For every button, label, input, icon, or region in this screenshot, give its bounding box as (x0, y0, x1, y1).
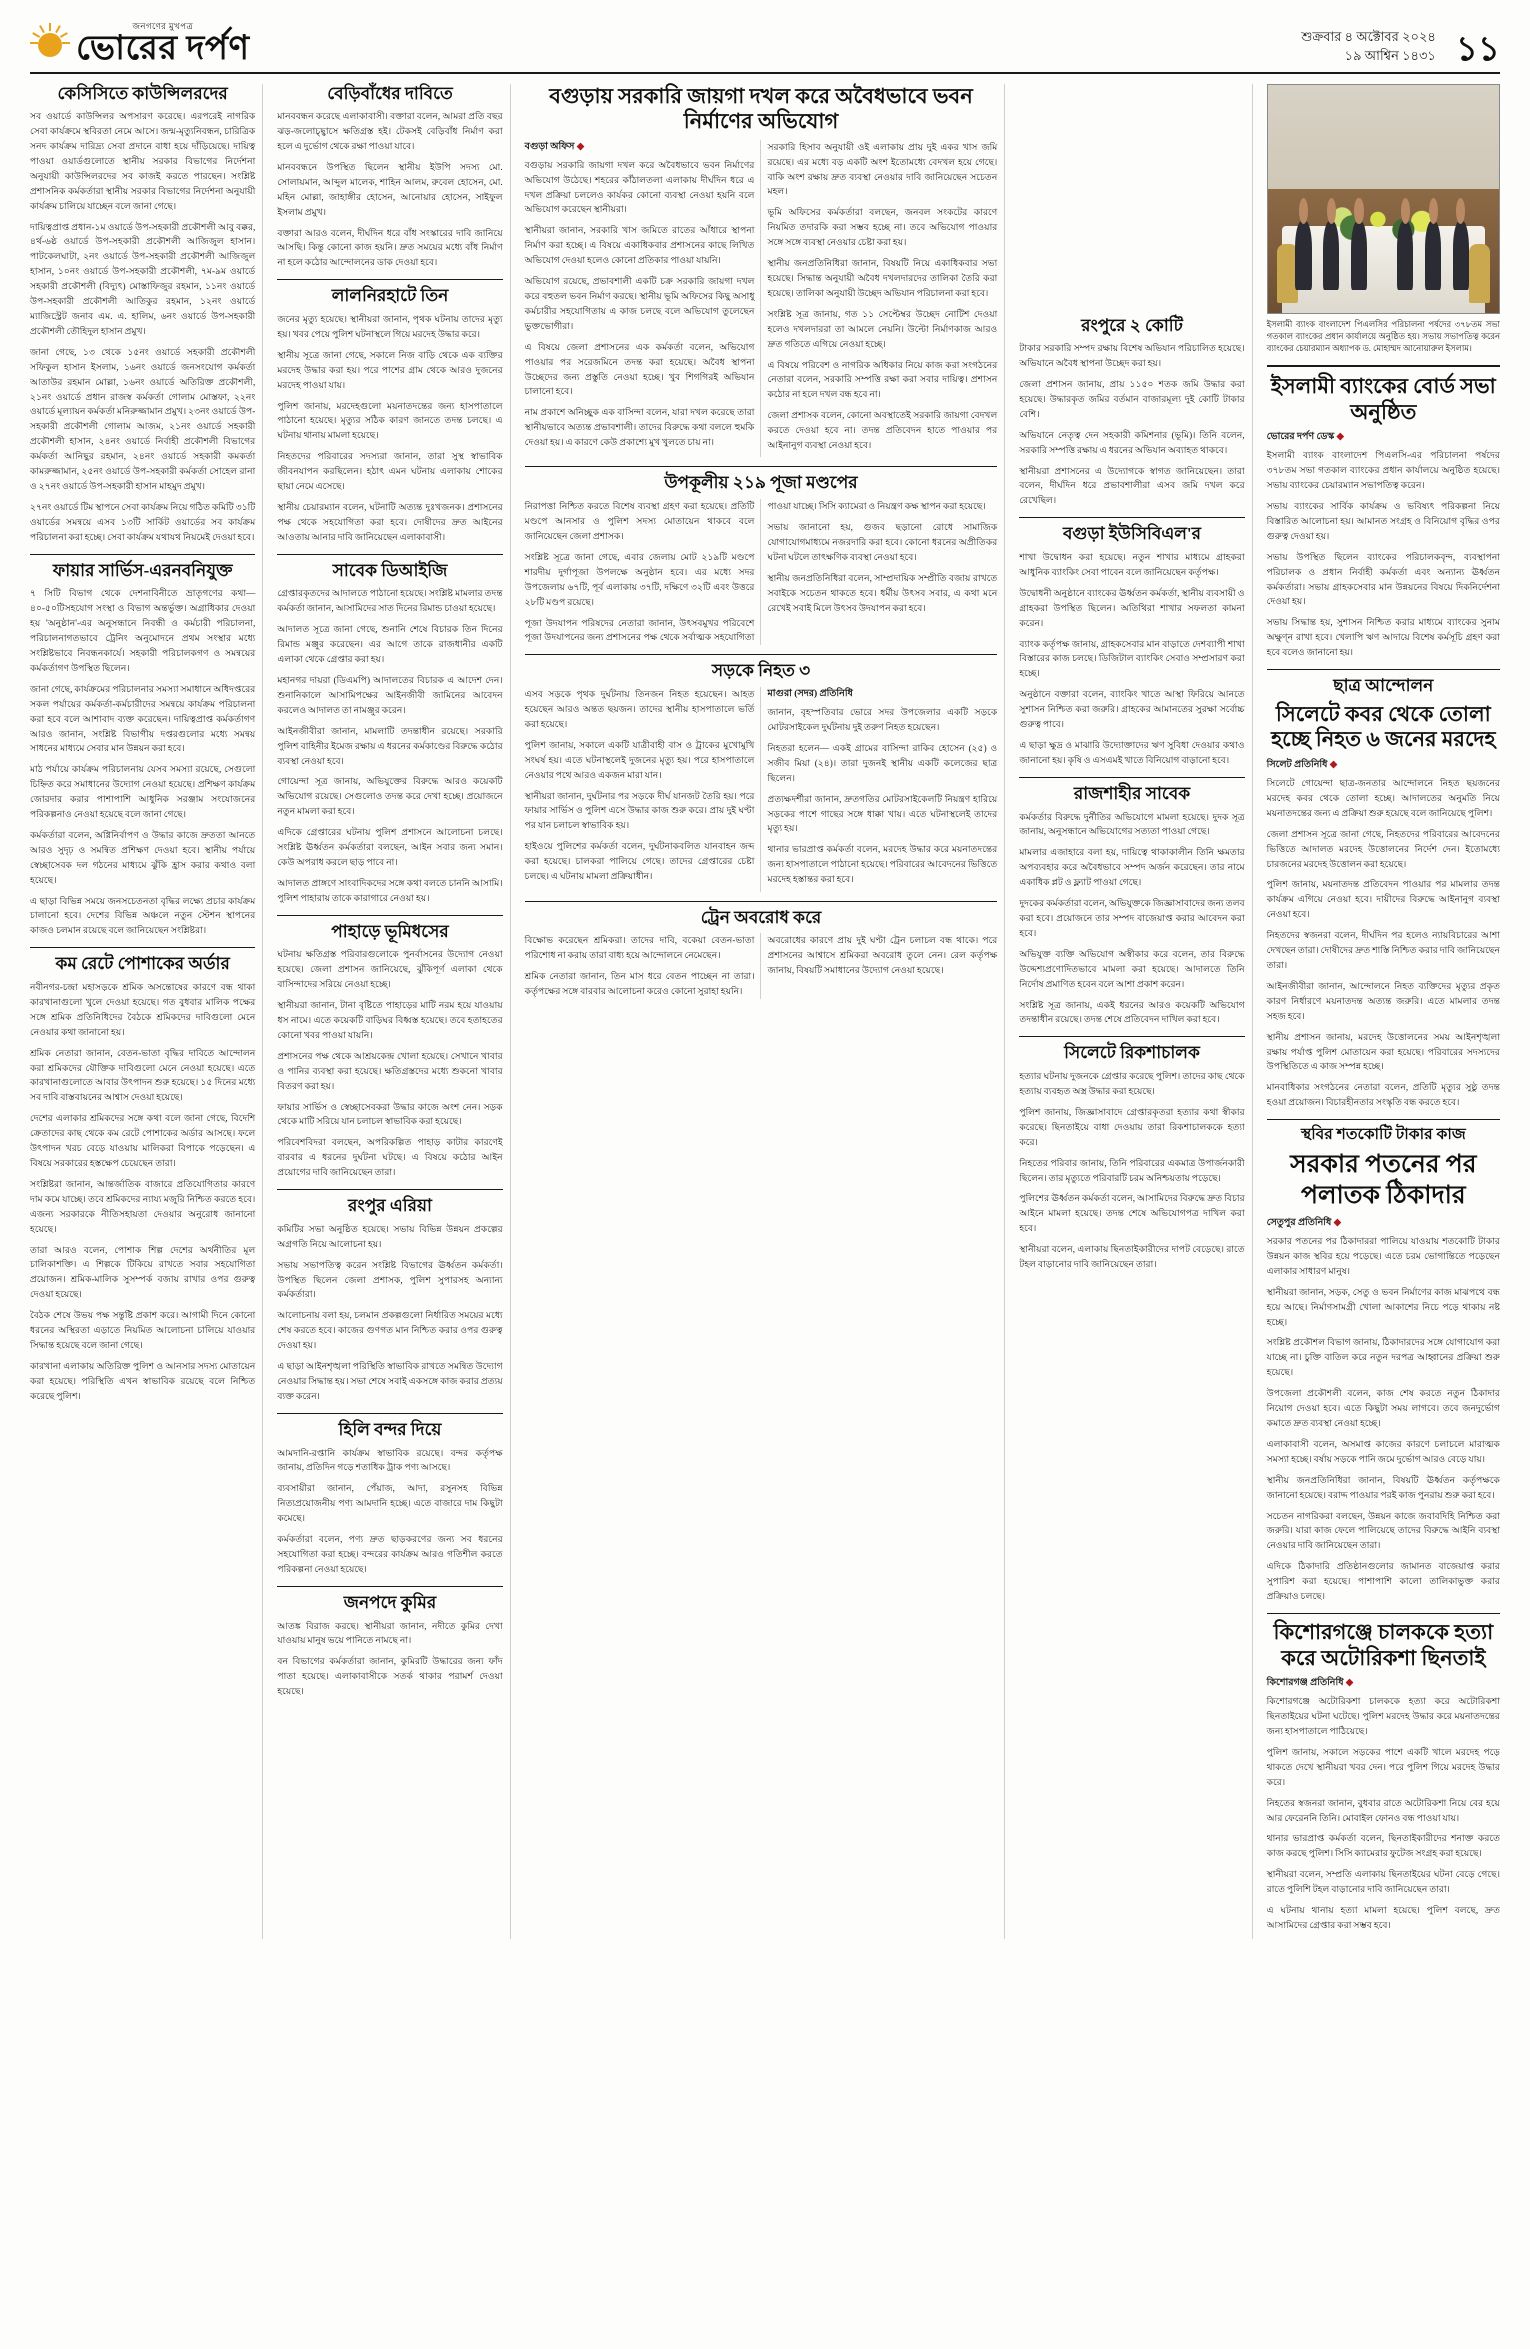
column-grid (30, 84, 1500, 1939)
body-paragraph: দুদকের কর্মকর্তারা বলেন, অভিযুক্তকে জিজ্ঞাসাবাদের জন্য তলব করা হবে। প্রয়োজনে তার সম্পদ বাজেয়াপ্ত করার আবেদন করা হবে। (1019, 898, 1245, 938)
body-paragraph: স্থানীয়রা বলেন, এলাকায় ছিনতাইকারীদের দাপট বেড়েছে। রাতে টহল বাড়ানোর দাবি জানিয়েছেন তারা। (1019, 1244, 1245, 1270)
masthead (30, 22, 1500, 74)
body-paragraph: বন বিভাগের কর্মকর্তারা জানান, কুমিরটি উদ্ধারের জন্য ফাঁদ পাতা হয়েছে। এলাকাবাসীকে সতর্ক থাকার পরামর্শ দেওয়া হয়েছে। (277, 1656, 503, 1697)
headline: ফায়ার সার্ভিস-এরনবনিযুক্ত (52, 560, 233, 580)
article-embankment-demand (277, 84, 502, 271)
body-paragraph: সিলেটে গোয়েন্দা ছাত্র-জনতার আন্দোলনে নিহত ছয়জনের মরদেহ কবর থেকে তোলা হচ্ছে। আদালতের অনুমতি নিয়ে ময়নাতদন্তের জন্য এ প্রক্রিয়া শুরু হয়েছে বলে জানিয়েছে পুলিশ। (1266, 778, 1500, 818)
body-paragraph: আইনজীবীরা জানান, মামলাটি তদন্তাধীন রয়েছে। সরকারি পুলিশ বাহিনীর ইমেজ রক্ষায় এ ধরনের কর্মকাণ্ডের বিরুদ্ধে কঠোর ব্যবস্থা নেওয়া হবে। (277, 725, 503, 766)
body-paragraph: ভূমি অফিসের কর্মকর্তারা বলছেন, জনবল সংকটের কারণে নিয়মিত তদারকি করা সম্ভব হচ্ছে না। তবে অভিযোগ পাওয়ার সঙ্গে সঙ্গে ব্যবস্থা নেওয়ার চেষ্টা করা হয়। (767, 207, 998, 248)
body-paragraph: তারা আরও বলেন, পোশাক শিল্প দেশের অর্থনীতির মূল চালিকাশক্তি। এ শিল্পকে টিকিয়ে রাখতে সবার সহযোগিতা প্রয়োজন। শ্রমিক-মালিক সুসম্পর্ক বজায় রাখার ওপর গুরুত্ব দেওয়া হয়েছে। (30, 1244, 256, 1300)
headline-kicker: ছাত্র আন্দোলন (1333, 676, 1434, 696)
body-paragraph: পুলিশ জানায়, ময়নাতদন্ত প্রতিবেদন পাওয়ার পর মামলার তদন্ত কার্যক্রম এগিয়ে নেওয়া হবে। দায়ীদের বিরুদ্ধে আইনানুগ ব্যবস্থা নেওয়া হবে। (1266, 879, 1500, 920)
body-paragraph: আদালত সূত্রে জানা গেছে, শুনানি শেষে বিচারক তিন দিনের রিমান্ড মঞ্জুর করেছেন। এর আগে তাকে রাজধানীর একটি এলাকা থেকে গ্রেপ্তার করা হয়। (277, 624, 503, 665)
article-kesisi-councillors (30, 84, 255, 545)
body-paragraph: কারখানা এলাকায় অতিরিক্ত পুলিশ ও আনসার সদস্য মোতায়েন করা হয়েছে। পরিস্থিতি এখন স্বাভাবিক রয়েছে বলে নিশ্চিত করেছে পুলিশ। (30, 1360, 256, 1401)
body-paragraph: নিরাপত্তা নিশ্চিত করতে বিশেষ ব্যবস্থা গ্রহণ করা হয়েছে। প্রতিটি মণ্ডপে আনসার ও পুলিশ সদস্য মোতায়েন থাকবে বলে জানিয়েছেন জেলা প্রশাসক। (524, 501, 755, 542)
body-paragraph: ৭ সিটি বিভাগ থেকে দেশনাবিনীতে ভ্রাতৃগণের কথা—৪০-৫০টিসহযোগ সংস্থা ও বিভাগ অন্তর্ভুক্ত। অগ্রাধিকার দেওয়া হয় 'অনুষ্ঠান'-এর অনুসন্ধানে নিবন্ধী ও কর্মচারী পরিচালনা, পরিচালনাগতভাবে ট্রেনিং অনুমোদনে প্রথম সংস্থার মধ্যে সংশ্লিষ্টভাবে নিবন্ধনকার্যে। সহকারী পরিচালকগণ ও সমন্বয়ের কর্মকর্তাগণ উপস্থিত ছিলেন। (30, 588, 256, 673)
body-paragraph: সংশ্লিষ্ট প্রকৌশল বিভাগ জানায়, ঠিকাদারদের সঙ্গে যোগাযোগ করা যাচ্ছে না। চুক্তি বাতিল করে নতুন দরপত্র আহ্বানের প্রক্রিয়া শুরু হয়েছে। (1266, 1337, 1500, 1378)
body-paragraph: এ ঘটনায় থানায় হত্যা মামলা হয়েছে। পুলিশ বলছে, দ্রুত আসামিদের গ্রেপ্তার করা সম্ভব হবে। (1266, 1905, 1500, 1930)
body-paragraph: প্রত্যক্ষদর্শীরা জানান, দ্রুতগতির মোটরসাইকেলটি নিয়ন্ত্রণ হারিয়ে সড়কের পাশে গাছের সঙ্গে ধাক্কা খায়। এতে ঘটনাস্থলেই তাদের মৃত্যু হয়। (767, 793, 998, 834)
body-paragraph: পুলিশ জানায়, মরদেহগুলো ময়নাতদন্তের জন্য হাসপাতালে পাঠানো হয়েছে। মৃত্যুর সঠিক কারণ জানতে তদন্ত চলছে। এ ঘটনায় থানায় মামলা হয়েছে। (277, 400, 503, 441)
body-paragraph: অনুষ্ঠানে বক্তারা বলেন, ব্যাংকিং খাতে আস্থা ফিরিয়ে আনতে সুশাসন নিশ্চিত করা জরুরি। গ্রাহকের আমানতের সুরক্ষা সর্বোচ্চ গুরুত্ব পাবে। (1019, 689, 1245, 730)
body-paragraph: থানার ভারপ্রাপ্ত কর্মকর্তা বলেন, ছিনতাইকারীদের শনাক্ত করতে কাজ করছে পুলিশ। সিসি ক্যামেরার ফুটেজ সংগ্রহ করা হয়েছে। (1266, 1833, 1500, 1859)
article-garment-order (30, 947, 255, 1403)
body-paragraph: জানা গেছে, ১৩ থেকে ১৫নং ওয়ার্ডে সহকারী প্রকৌশলী সফিকুল হাসান ইসলাম, ১৬নং ওয়ার্ডে জনসংযোগ কর্মকর্তা আতাউর রহমান মোল্লা, ১৬নং ওয়ার্ডে অতিরিক্ত প্রকৌশলী, ২১নং ওয়ার্ডে প্রধান রাজস্ব কর্মকর্তা গোলাম মোস্তফা, ২২নং ওয়ার্ডে মূল্যায়ন কর্মকর্তা মনিরুজ্জামান প্রমুখ। ২৩নং ওয়ার্ডে উপ-সহকারী প্রকৌশলী গোলাম আজম, ২১নং ওয়ার্ডে সহকারী প্রকৌশলী হাসান, ২৪নং ওয়ার্ডে নির্বাহী প্রকৌশলী বিভাগের কর্মকর্তা আনিছুর রহমান, ২৪নং ওয়ার্ডে সহকারী কমকর্তা কামরুজ্জামান, ২৫নং ওয়ার্ডে উপ-সহকারী কর্মকর্তা সোহেল রানা ও ২৭নং ওয়ার্ডে উপ-সহকারী হাসান মাহমুদ প্রমুখ। (30, 346, 256, 491)
body-paragraph: সরকারি হিসাব অনুযায়ী ওই এলাকায় প্রায় দুই একর খাস জমি রয়েছে। এর মধ্যে বড় একটি অংশ ইতোমধ্যে বেদখল হয়ে গেছে। বাকি অংশ রক্ষায় দ্রুত ব্যবস্থা নেওয়ার দাবি জানিয়েছেন সচেতন মহল। (767, 141, 998, 197)
body-paragraph: নিহতদের স্বজনরা বলেন, দীর্ঘদিন পর হলেও ন্যায়বিচারের আশা দেখছেন তারা। দোষীদের দ্রুত শাস্তি নিশ্চিত করার দাবি জানিয়েছেন তারা। (1266, 930, 1500, 970)
body-paragraph: এ ছাড়া ক্ষুদ্র ও মাঝারি উদ্যোক্তাদের ঋণ সুবিধা দেওয়ার কথাও জানানো হয়। কৃষি ও এসএমই খাতে বিনিয়োগ বাড়ানো হবে। (1019, 740, 1245, 765)
headline: সিলেটে কবর থেকে তোলা হচ্ছে নিহত ৬ জনের মরদেহ (1271, 701, 1496, 752)
body-paragraph: এসব সড়কে পৃথক দুর্ঘটনায় তিনজন নিহত হয়েছেন। আহত হয়েছেন আরও অন্তত ছয়জন। তাদের স্থানীয় হাসপাতালে ভর্তি করা হয়েছে। (524, 689, 755, 729)
body-paragraph: মানববন্ধনে উপস্থিত ছিলেন স্থানীয় ইউপি সদস্য মো. সোলায়মান, আব্দুল মালেক, শাহিন আলম, রুবেল হোসেন, মো. মহিন মোল্লা, জাহাঙ্গীর হোসেন, আনোয়ার হোসেন, সাইফুল ইসলাম প্রমুখ। (277, 161, 503, 217)
article-hili-port (277, 1413, 502, 1577)
headline: সিলেটে রিকশাচালক (1064, 1043, 1200, 1063)
body-paragraph: মাঠ পর্যায়ে কার্যক্রম পরিচালনায় যেসব সমস্যা রয়েছে, সেগুলো চিহ্নিত করে সমাধানের উদ্যোগ নেওয়া হয়েছে। প্রশিক্ষণ কার্যক্রম জোরদার করার পাশাপাশি আধুনিক সরঞ্জাম সংযোজনের পরিকল্পনাও নেওয়া হয়েছে বলে জানা গেছে। (30, 764, 256, 820)
body-paragraph: আইনজীবীরা জানান, আন্দোলনে নিহত ব্যক্তিদের মৃত্যুর প্রকৃত কারণ নির্ধারণে ময়নাতদন্ত অত্যন্ত জরুরি। এতে মামলার তদন্ত সহজ হবে। (1266, 980, 1500, 1021)
body-paragraph: স্থানীয়রা জানান, দুর্ঘটনার পর সড়কে দীর্ঘ যানজট তৈরি হয়। পরে ফায়ার সার্ভিস ও পুলিশ এসে উদ্ধার কাজ শুরু করে। প্রায় দুই ঘণ্টা পর যান চলাচল স্বাভাবিক হয়। (524, 790, 755, 831)
byline: ভোরের দর্পণ ডেস্ক ◆ (1266, 432, 1344, 443)
body-paragraph: জেলা প্রশাসন জানায়, প্রায় ১১৫০ শতক জমি উদ্ধার করা হয়েছে। উদ্ধারকৃত জমির বর্তমান বাজারমূল্য দুই কোটি টাকার বেশি। (1019, 379, 1245, 419)
headline-kicker: স্থবির শতকোটি টাকার কাজ (1300, 1126, 1466, 1144)
body-paragraph: ব্যাংক কর্তৃপক্ষ জানায়, গ্রাহকসেবার মান বাড়াতে দেশব্যাপী শাখা বিস্তারের কাজ চলছে। ডিজিটাল ব্যাংকিং সেবাও সম্প্রসারণ করা হচ্ছে। (1019, 638, 1245, 679)
article-hill-landslide (277, 915, 502, 1180)
photo-spacer (1019, 84, 1244, 316)
headline: কম রেটে পোশাকের অর্ডার (55, 954, 230, 974)
column-6 (1267, 84, 1500, 1939)
body-paragraph: নিহতের স্বজনরা জানান, বুধবার রাতে অটোরিকশা নিয়ে বের হয়ে আর ফেরেননি তিনি। মোবাইল ফোনও বন্ধ পাওয়া যায়। (1266, 1797, 1500, 1823)
body-paragraph: টাকার সরকারি সম্পদ রক্ষায় বিশেষ অভিযান পরিচালিত হয়েছে। অভিযানে অবৈধ স্থাপনা উচ্ছেদ করা হয়। (1019, 343, 1245, 369)
headline: জনপদে কুমির (343, 1592, 437, 1612)
body-paragraph: এদিকে ঠিকাদারি প্রতিষ্ঠানগুলোর জামানত বাজেয়াপ্ত করার সুপারিশ করা হয়েছে। পাশাপাশি কালো তালিকাভুক্ত করার প্রক্রিয়াও চলছে। (1266, 1561, 1500, 1602)
article-lalmonirhat-three (277, 279, 502, 544)
body-paragraph: স্থানীয়রা জানান, সড়ক, সেতু ও ভবন নির্মাণের কাজ মাঝপথে বন্ধ হয়ে আছে। নির্মাণসামগ্রী খোলা আকাশের নিচে পড়ে থাকায় নষ্ট হচ্ছে। (1266, 1286, 1500, 1327)
byline: সেতুপুর প্রতিনিধি ◆ (1266, 1218, 1342, 1229)
body-paragraph: অভিযুক্ত ব্যক্তি অভিযোগ অস্বীকার করে বলেন, তার বিরুদ্ধে উদ্দেশ্যপ্রণোদিতভাবে মামলা করা হয়েছে। আদালতে তিনি নির্দোষ প্রমাণিত হবেন বলে আশা প্রকাশ করেন। (1019, 948, 1245, 989)
body-paragraph: মহানগর দায়রা (ডিএমপি) আদালতের বিচারক এ আদেশ দেন। শুনানিকালে আসামিপক্ষের আইনজীবী জামিনের আবেদন করলেও আদালত তা নামঞ্জুর করেন। (277, 674, 503, 715)
column-1 (30, 84, 263, 1939)
body-paragraph: সংশ্লিষ্টরা জানান, আন্তর্জাতিক বাজারে প্রতিযোগিতার কারণে দাম কমে যাচ্ছে। তবে শ্রমিকদের ন্যায্য মজুরি নিশ্চিত করতে হবে। এজন্য সরকারকে নীতিসহায়তা দেওয়ার অনুরোধ জানানো হয়েছে। (30, 1178, 256, 1234)
article-sylhet-rickshaw (1019, 1036, 1244, 1272)
body-paragraph: উপজেলা প্রকৌশলী বলেন, কাজ শেষ করতে নতুন ঠিকাদার নিয়োগ দেওয়া হবে। এতে কিছুটা সময় লাগবে। তবে জনদুর্ভোগ কমাতে দ্রুত ব্যবস্থা নেওয়া হচ্ছে। (1266, 1388, 1500, 1429)
article-bogura-ucbl (1019, 517, 1244, 768)
body-paragraph: এ বিষয়ে জেলা প্রশাসনের এক কর্মকর্তা বলেন, অভিযোগ পাওয়ার পর সরেজমিনে তদন্ত করা হয়েছে। অবৈধ স্থাপনা উচ্ছেদের জন্য প্রস্তুতি নেওয়া হচ্ছে। খুব শিগগিরই অভিযান চালানো হবে। (524, 341, 755, 397)
body-paragraph: কিশোরগঞ্জে অটোরিকশা চালককে হত্যা করে অটোরিকশা ছিনতাইয়ের ঘটনা ঘটেছে। পুলিশ মরদেহ উদ্ধার করে ময়নাতদন্তের জন্য হাসপাতালে পাঠিয়েছে। (1266, 1696, 1500, 1737)
headline: সরকার পতনের পর পলাতক ঠিকাদার (1290, 1151, 1477, 1209)
body-paragraph: নিহতরা হলেন— একই গ্রামের বাসিন্দা রাকিব হোসেন (২৫) ও সজীব মিয়া (২৪)। তারা দুজনই স্থানীয় একটি কলেজের ছাত্র ছিলেন। (767, 742, 998, 783)
body-paragraph: হত্যার ঘটনায় দুজনকে গ্রেপ্তার করেছে পুলিশ। তাদের কাছ থেকে হত্যায় ব্যবহৃত অস্ত্র উদ্ধার করা হয়েছে। (1019, 1071, 1245, 1096)
body-paragraph: প্রশাসনের পক্ষ থেকে আশ্রয়কেন্দ্র খোলা হয়েছে। সেখানে খাবার ও পানির ব্যবস্থা করা হয়েছে। ক্ষতিগ্রস্তদের মধ্যে শুকনো খাবার বিতরণ করা হয়। (277, 1050, 503, 1091)
article-219-puja-mandap (525, 466, 998, 645)
body-paragraph: ২৭নং ওয়ার্ডে টিম স্থাপনে সেবা কার্যক্রম নিয়ে গঠিত কমিটি ৩১টি ওয়ার্ডের সমন্বয়ে এসব ১৩টি সার্কিট ওয়ার্ডের সব কার্যক্রম পরিচালনা করা হচ্ছে। সেবা কার্যক্রম যথাযথ নিয়মেই দেওয়া হবে। (30, 501, 256, 542)
body-paragraph: দায়িত্বপ্রাপ্ত প্রধান-১ম ওয়ার্ডে উপ-সহকারী প্রকৌশলী আবু বক্কর, ৪র্থ-৬ষ্ঠ ওয়ার্ডে উপ-সহকারী প্রকৌশলী আজিজুল হাসান। পাটকেলঘাটা, ২নং ওয়ার্ডে উপ-সহকারী প্রকৌশলী আজিজুল হাসান, ১০নং ওয়ার্ডে উপ-সহকারী প্রকৌশলী, ৭ম-৯ম ওয়ার্ডে সহকারী প্রকৌশলী (বিদ্যুৎ) মোস্তাফিজুর রহমান, ১১নং ওয়ার্ডে উপ-সহকারী প্রকৌশলী আতিকুর রহমান, ১২নং ওয়ার্ডে ম্যাজিস্ট্রেট জনাব এম. এ. হালিম, ৬নং ওয়ার্ডে উপ-সহকারী প্রকৌশলী তৌহিদুল হাসান প্রমুখ। (30, 221, 256, 336)
body-paragraph: সভায় ব্যাংকের সার্বিক কার্যক্রম ও ভবিষ্যৎ পরিকল্পনা নিয়ে বিস্তারিত আলোচনা হয়। আমানত সংগ্রহ ও বিনিয়োগ বৃদ্ধির ওপর গুরুত্ব দেওয়া হয়। (1266, 501, 1500, 541)
photo-caption: ইসলামী ব্যাংক বাংলাদেশ পিএলসির পরিচালনা পর্ষদের ৩৭৮তম সভা গতকাল ব্যাংকের প্রধান কার্যালয়ে অনুষ্ঠিত হয়। সভায় সভাপতিত্ব করেন ব্যাংকের চেয়ারম্যান অধ্যাপক ড. মোহাম্মদ আনোয়ারুল ইসলাম। (1266, 319, 1500, 353)
body-paragraph: স্থানীয়রা প্রশাসনের এ উদ্যোগকে স্বাগত জানিয়েছেন। তারা বলেন, দীর্ঘদিন ধরে প্রভাবশালীরা এসব জমি দখল করে রেখেছিল। (1019, 465, 1245, 506)
headline: রংপুরে ২ কোটি (1081, 315, 1183, 335)
body-paragraph: বিক্ষোভ করেছেন শ্রমিকরা। তাদের দাবি, বকেয়া বেতন-ভাতা পরিশোধ না করায় তারা বাধ্য হয়ে আন্দোলনে নেমেছেন। (524, 935, 755, 961)
column-3-4 (525, 84, 1006, 1939)
body-paragraph: গ্রেপ্তারকৃতদের আদালতে পাঠানো হয়েছে। সংশ্লিষ্ট মামলার তদন্ত কর্মকর্তা জানান, আসামিদের সাত দিনের রিমান্ড চাওয়া হয়েছে। (277, 588, 503, 614)
body-paragraph: শাখা উদ্বোধন করা হয়েছে। নতুন শাখার মাধ্যমে গ্রাহকরা আধুনিক ব্যাংকিং সেবা পাবেন বলে জানিয়েছেন কর্তৃপক্ষ। (1019, 552, 1245, 577)
headline: ট্রেন অবরোধ করে (700, 907, 822, 927)
body-paragraph: সব ওয়ার্ডে কাউন্সিলর অপসারণ করেছে। এরপরেই নাগরিক সেবা কার্যক্রমে স্থবিরতা নেমে আসে। জন্ম-মৃত্যুনিবন্ধন, চারিত্রিক সনদ কার্যক্রম দারিদ্র্য সেবা প্রদানে বাধা হয়ে দাঁড়িয়েছে। দায়িত্ব পাওয়া ওয়ার্ডগুলোতে স্থানীয় সরকার বিভাগের নির্দেশনা অনুযায়ী কাউন্সিলরদের সব কাজই করতে পারছেন। সংশ্লিষ্ট প্রশাসনিক কর্মকর্তারা স্থানীয় সরকার বিভাগের নির্দেশনা অনুযায়ী কার্যক্রম চালিয়ে যাচ্ছেন বলে জানা গেছে। (30, 111, 256, 211)
article-kishoreganj-murder (1267, 1613, 1500, 1933)
body-paragraph: জানা গেছে, কার্যক্রমের পরিচালনার সমস্যা সমাধানে অধিদপ্তরের সকল পর্যায়ের কর্মকর্তা-কর্মচারীদের সমন্বয়ে কার্যক্রম পরিচালনা করা হবে বলে আশাবাদ ব্যক্ত করেছেন। দায়িত্বপ্রাপ্ত কর্মকর্তাগণ আরও জানান, সংশ্লিষ্ট বিভাগীয় দপ্তরগুলোর মধ্যে সমন্বয় সাধনের মাধ্যমে সেবার মান উন্নয়ন করা হবে। (30, 683, 256, 754)
body-paragraph: এ বিষয়ে পরিবেশ ও নাগরিক অধিকার নিয়ে কাজ করা সংগঠনের নেতারা বলেন, সরকারি সম্পত্তি রক্ষা করা সবার দায়িত্ব। প্রশাসন কঠোর না হলে দখল বন্ধ হবে না। (767, 359, 998, 400)
dateline-gregorian: শুক্রবার ৪ অক্টোবর ২০২৪ (1301, 28, 1436, 44)
body-paragraph: গোয়েন্দা সূত্র জানায়, অভিযুক্তের বিরুদ্ধে আরও কয়েকটি অভিযোগ রয়েছে। সেগুলোও তদন্ত করে দেখা হচ্ছে। প্রয়োজনে নতুন মামলা করা হবে। (277, 776, 503, 817)
body-paragraph: আমদানি-রপ্তানি কার্যক্রম স্বাভাবিক রয়েছে। বন্দর কর্তৃপক্ষ জানায়, প্রতিদিন গড়ে শতাধিক ট্রাক পণ্য আসছে। (277, 1447, 503, 1473)
article-rangpur-2crore (1019, 316, 1244, 509)
body-paragraph: স্থানীয় প্রশাসন জানায়, মরদেহ উত্তোলনের সময় আইনশৃঙ্খলা রক্ষায় পর্যাপ্ত পুলিশ মোতায়েন করা হয়েছে। পরিবারের সদস্যদের উপস্থিতিতে এ কাজ সম্পন্ন হচ্ছে। (1266, 1031, 1500, 1072)
body-paragraph: নাম প্রকাশে অনিচ্ছুক এক বাসিন্দা বলেন, যারা দখল করেছে তারা স্থানীয়ভাবে অত্যন্ত প্রভাবশালী। তাদের বিরুদ্ধে কথা বললে হুমকি দেওয়া হয়। এ কারণে কেউ প্রকাশ্যে মুখ খুলতে চায় না। (524, 407, 755, 448)
article-former-dig (277, 554, 502, 906)
masthead-kicker: জনগণের মুখপত্র (132, 21, 194, 31)
sun-icon (30, 23, 70, 63)
headline: ইসলামী ব্যাংকের বোর্ড সভা অনুষ্ঠিত (1270, 374, 1496, 424)
body-paragraph: পূজা উদযাপন পরিষদের নেতারা জানান, উৎসবমুখর পরিবেশে পূজা উদযাপনের জন্য প্রশাসনের পক্ষ থেকে সর্বাত্মক সহযোগিতা পাওয়া যাচ্ছে। সিসি ক্যামেরা ও নিয়ন্ত্রণ কক্ষ স্থাপন করা হয়েছে। (524, 501, 986, 643)
newspaper-logo (30, 22, 250, 66)
article-rangpur-area (277, 1189, 502, 1404)
body-paragraph: দেশের এলাকার শ্রমিকদের সঙ্গে কথা বলে জানা গেছে, বিদেশি ক্রেতাদের কাছ থেকে কম রেটে পোশাকের অর্ডার আসছে। ফলে উৎপাদন খরচ বেড়ে যাওয়ায় মালিকরা বিপাকে পড়েছেন। এ বিষয়ে সরকারের হস্তক্ষেপ চেয়েছেন তারা। (30, 1113, 256, 1168)
body-paragraph: শ্রমিক নেতারা জানান, বেতন-ভাতা বৃদ্ধির দাবিতে আন্দোলন করা শ্রমিকদের যৌক্তিক দাবিগুলো মেনে নেওয়া হয়েছে। এতে কারখানাগুলোতে আবার উৎপাদন শুরু হয়েছে। ১৫ দিনের মধ্যে সব দাবি বাস্তবায়নের আশ্বাস দেওয়া হয়েছে। (30, 1047, 256, 1103)
body-paragraph: নিহতের পরিবার জানায়, তিনি পরিবারের একমাত্র উপার্জনকারী ছিলেন। তার মৃত্যুতে পরিবারটি চরম অনিশ্চয়তায় পড়েছে। (1019, 1157, 1245, 1183)
body-paragraph: নিহতদের পরিবারের সদস্যরা জানান, তারা সুস্থ স্বাভাবিক জীবনযাপন করছিলেন। হঠাৎ এমন ঘটনায় এলাকায় শোকের ছায়া নেমে এসেছে। (277, 451, 503, 492)
headline: বেড়িবাঁধের দাবিতে (327, 83, 453, 103)
body-paragraph: আলোচনায় বলা হয়, চলমান প্রকল্পগুলো নির্ধারিত সময়ের মধ্যে শেষ করতে হবে। কাজের গুণগত মান নিশ্চিত করার ওপর গুরুত্ব দেওয়া হয়। (277, 1310, 503, 1351)
body-paragraph: নবীনগর-চন্দ্রা মহাসড়কে শ্রমিক অসন্তোষের কারণে বন্ধ থাকা কারখানাগুলো খুলে দেওয়া হয়েছে। গত বুধবার মালিক পক্ষের সঙ্গে শ্রমিক প্রতিনিধিদের বৈঠকে শ্রমিকদের দাবিগুলো মেনে নেওয়ার কথা জানানো হয়। (30, 982, 256, 1037)
headline: বগুড়া ইউসিবিএল'র (1062, 524, 1202, 544)
masthead-right (1301, 27, 1500, 66)
headline: রাজশাহীর সাবেক (1073, 783, 1191, 803)
body-paragraph: বক্তারা আরও বলেন, দীর্ঘদিন ধরে বাঁধ সংস্কারের দাবি জানিয়ে আসছি। কিন্তু কোনো কাজ হয়নি। দ্রুত সময়ের মধ্যে বাঁধ নির্মাণ না হলে কঠোর আন্দোলনের ডাক দেওয়া হবে। (277, 227, 503, 268)
body-paragraph: অভিযোগ রয়েছে, প্রভাবশালী একটি চক্র সরকারি জায়গা দখল করে বহুতল ভবন নির্মাণ করছে। স্থানীয় ভূমি অফিসের কিছু অসাধু কর্মচারীর সহযোগিতায় এ কাজ চলছে বলে অভিযোগ তুলেছেন ভুক্তভোগীরা। (524, 276, 755, 331)
body-paragraph: পুলিশ জানায়, সকালে একটি যাত্রীবাহী বাস ও ট্রাকের মুখোমুখি সংঘর্ষ হয়। এতে ঘটনাস্থলেই দুজনের মৃত্যু হয়। পরে হাসপাতালে নেওয়ার পথে আরও একজন মারা যান। (524, 739, 755, 780)
body-paragraph: এদিকে গ্রেপ্তারের ঘটনায় পুলিশ প্রশাসনে আলোচনা চলছে। সংশ্লিষ্ট ঊর্ধ্বতন কর্মকর্তারা বলছেন, আইন সবার জন্য সমান। কেউ অপরাধ করলে ছাড় পাবে না। (277, 827, 503, 867)
article-train-blockade (525, 901, 998, 999)
masthead-title: ভোরের দর্পণ (76, 29, 250, 67)
body-paragraph: সভায় উপস্থিত ছিলেন ব্যাংকের পরিচালকবৃন্দ, ব্যবস্থাপনা পরিচালক ও প্রধান নির্বাহী কর্মকর্তা এবং অন্যান্য ঊর্ধ্বতন কর্মকর্তারা। সভায় গ্রাহকসেবার মান উন্নয়নের বিষয়ে দিকনির্দেশনা দেওয়া হয়। (1266, 551, 1500, 607)
body-paragraph: শ্রমিক নেতারা জানান, তিন মাস ধরে বেতন পাচ্ছেন না তারা। কর্তৃপক্ষের সঙ্গে বারবার আলোচনা করেও কোনো সুরাহা হয়নি। (524, 971, 755, 996)
body-paragraph: স্থানীয়রা জানান, সরকারি খাস জমিতে রাতের আঁধারে স্থাপনা নির্মাণ করা হচ্ছে। এ বিষয়ে একাধিকবার প্রশাসনের কাছে লিখিত অভিযোগ দেওয়া হলেও কোনো প্রতিকার পাওয়া যায়নি। (524, 225, 755, 266)
body-paragraph: পরিবেশবিদরা বলছেন, অপরিকল্পিত পাহাড় কাটার কারণেই বারবার এ ধরনের দুর্ঘটনা ঘটছে। এ বিষয়ে কঠোর আইন প্রয়োগের দাবি জানিয়েছেন তারা। (277, 1137, 503, 1178)
body-paragraph: জেলা প্রশাসক বলেন, কোনো অবস্থাতেই সরকারি জায়গা বেদখল করতে দেওয়া হবে না। তদন্ত প্রতিবেদন হাতে পাওয়ার পর আইনানুগ ব্যবস্থা নেওয়া হবে। (767, 410, 998, 451)
body-paragraph: এ ছাড়া আইনশৃঙ্খলা পরিস্থিতি স্বাভাবিক রাখতে সমন্বিত উদ্যোগ নেওয়ার সিদ্ধান্ত হয়। সভা শেষে সবাই একসঙ্গে কাজ করার প্রত্যয় ব্যক্ত করেন। (277, 1361, 503, 1401)
body-paragraph: জানান, বৃহস্পতিবার ভোরে সদর উপজেলার একটি সড়কে মোটরসাইকেল দুর্ঘটনায় দুই তরুণ নিহত হয়েছেন। (767, 707, 998, 733)
column-5 (1019, 84, 1252, 1939)
column-2 (277, 84, 510, 1939)
headline: উপকূলীয় ২১৯ পূজা মণ্ডপের (664, 473, 858, 493)
body-paragraph: ইসলামী ব্যাংক বাংলাদেশ পিএলসি-এর পরিচালনা পর্ষদের ৩৭৮তম সভা গতকাল ব্যাংকের প্রধান কার্যালয়ে অনুষ্ঠিত হয়েছে। সভায় ব্যাংকের চেয়ারম্যান সভাপতিত্ব করেন। (1266, 450, 1500, 491)
article-absconding-contractor (1267, 1119, 1500, 1604)
byline: সিলেট প্রতিনিধি ◆ (1266, 760, 1338, 771)
body-paragraph: মানববন্ধন করেছে এলাকাবাসী। বক্তারা বলেন, আমরা প্রতি বছর ঝড়-জলোচ্ছ্বাসে ক্ষতিগ্রস্ত হই। টেকসই বেড়িবাঁধ নির্মাণ করা হলে এ দুর্ভোগ থেকে রক্ষা পাওয়া যাবে। (277, 111, 503, 152)
body-paragraph: সচেতন নাগরিকরা বলছেন, উন্নয়ন কাজে জবাবদিহি নিশ্চিত করা জরুরি। যারা কাজ ফেলে পালিয়েছে তাদের বিরুদ্ধে আইনি ব্যবস্থা নেওয়ার দাবি জানিয়েছেন তারা। (1266, 1510, 1500, 1551)
body-paragraph: সংশ্লিষ্ট সূত্র জানায়, গত ১১ সেপ্টেম্বর উচ্ছেদ নোটিশ দেওয়া হলেও দখলদাররা তা আমলে নেয়নি। উল্টো নির্মাণকাজ আরও দ্রুত গতিতে এগিয়ে নেওয়া হচ্ছে। (767, 308, 998, 349)
body-paragraph: অভিযানে নেতৃত্ব দেন সহকারী কমিশনার (ভূমি)। তিনি বলেন, সরকারি সম্পত্তি রক্ষায় এ ধরনের অভিযান অব্যাহত থাকবে। (1019, 429, 1245, 455)
dateline (1301, 27, 1436, 66)
body-paragraph: স্থানীয় চেয়ারম্যান বলেন, ঘটনাটি অত্যন্ত দুঃখজনক। প্রশাসনের পক্ষ থেকে সহযোগিতা করা হবে। দোষীদের দ্রুত আইনের আওতায় আনার দাবি জানিয়েছেন এলাকাবাসী। (277, 502, 503, 542)
article-bogura-land-grab (525, 84, 998, 458)
body-paragraph: মামলার এজাহারে বলা হয়, দায়িত্বে থাকাকালীন তিনি ক্ষমতার অপব্যবহার করে অবৈধভাবে সম্পদ অর্জন করেছেন। তার নামে একাধিক প্লট ও ফ্ল্যাট পাওয়া গেছে। (1019, 847, 1245, 888)
body-paragraph: বৈঠক শেষে উভয় পক্ষ সন্তুষ্টি প্রকাশ করে। আগামী দিনে কোনো ধরনের অস্থিরতা এড়াতে নিয়মিত আলোচনা চালিয়ে যাওয়ার সিদ্ধান্ত হয়েছে বলে জানা গেছে। (30, 1310, 256, 1350)
body-paragraph: সরকার পতনের পর ঠিকাদাররা পালিয়ে যাওয়ায় শতকোটি টাকার উন্নয়ন কাজ স্থবির হয়ে পড়েছে। এতে চরম ভোগান্তিতে পড়েছেন এলাকার সাধারণ মানুষ। (1266, 1236, 1500, 1276)
body-paragraph: কর্মকর্তারা বলেন, পণ্য দ্রুত ছাড়করণের জন্য সব ধরনের সহযোগিতা করা হচ্ছে। বন্দরের কার্যক্রম আরও গতিশীল করতে পরিকল্পনা নেওয়া হয়েছে। (277, 1534, 503, 1574)
body-paragraph: সভায় জানানো হয়, গুজব ছড়ানো রোধে সামাজিক যোগাযোগমাধ্যমে নজরদারি করা হবে। কোনো ধরনের অপ্রীতিকর ঘটনা ঘটলে তাৎক্ষণিক ব্যবস্থা নেওয়া হবে। (767, 522, 998, 562)
headline: বগুড়ায় সরকারি জায়গা দখল করে অবৈধভাবে ভবন নির্মাণের অভিযোগ (549, 83, 973, 134)
article-islami-bank-board (1267, 365, 1500, 660)
body-paragraph: আতঙ্ক বিরাজ করছে। স্থানীয়রা জানান, নদীতে কুমির দেখা যাওয়ায় মানুষ ভয়ে পানিতে নামছে না। (277, 1620, 503, 1646)
body-paragraph: কর্মকর্তারা বলেন, অগ্নিনির্বাপণ ও উদ্ধার কাজে দ্রুততা আনতে আরও সুদৃঢ় ও সমন্বিত প্রশিক্ষণ দেওয়া হবে। স্থানীয় পর্যায়ে স্বেচ্ছাসেবক দল গঠনের মাধ্যমে ঝুঁকি হ্রাস করার কথাও বলা হয়েছে। (30, 829, 256, 885)
body-paragraph: মানবাধিকার সংগঠনের নেতারা বলেন, প্রতিটি মৃত্যুর সুষ্ঠু তদন্ত হওয়া প্রয়োজন। বিচারহীনতার সংস্কৃতি বন্ধ করতে হবে। (1266, 1082, 1500, 1108)
body-paragraph: উদ্বোধনী অনুষ্ঠানে ব্যাংকের ঊর্ধ্বতন কর্মকর্তা, স্থানীয় ব্যবসায়ী ও গ্রাহকরা উপস্থিত ছিলেন। অতিথিরা শাখার সফলতা কামনা করেন। (1019, 587, 1245, 628)
body-paragraph: সভায় সিদ্ধান্ত হয়, সুশাসন নিশ্চিত করার মাধ্যমে ব্যাংকের সুনাম অক্ষুণ্ন রাখা হবে। খেলাপি ঋণ আদায়ে বিশেষ কর্মসূচি গ্রহণ করা হবে বলেও জানানো হয়। (1266, 617, 1500, 658)
body-paragraph: এ ছাড়া বিভিন্ন সময়ে জনসচেতনতা বৃদ্ধির লক্ষ্যে প্রচার কার্যক্রম চালানো হবে। দেশের বিভিন্ন অঞ্চলে নতুন স্টেশন স্থাপনের কাজও চলমান রয়েছে বলে জানিয়েছেন সংশ্লিষ্টরা। (30, 895, 256, 936)
body-paragraph: পুলিশ জানায়, জিজ্ঞাসাবাদে গ্রেপ্তারকৃতরা হত্যার কথা স্বীকার করেছে। ছিনতাইয়ে বাধা দেওয়ায় তারা রিকশাচালককে হত্যা করে। (1019, 1106, 1245, 1147)
article-fire-service (30, 554, 255, 939)
body-paragraph: থানার ভারপ্রাপ্ত কর্মকর্তা বলেন, মরদেহ উদ্ধার করে ময়নাতদন্তের জন্য হাসপাতালে পাঠানো হয়েছে। পরিবারের আবেদনের ভিত্তিতে মরদেহ হস্তান্তর করা হবে। (767, 844, 998, 885)
headline: সাবেক ডিআইজি (332, 560, 448, 580)
body-paragraph: স্থানীয়রা বলেন, সম্প্রতি এলাকায় ছিনতাইয়ের ঘটনা বেড়ে গেছে। রাতে পুলিশি টহল বাড়ানোর দাবি জানিয়েছেন তারা। (1266, 1869, 1500, 1895)
byline: মাগুরা (সদর) প্রতিনিধি (767, 689, 853, 700)
headline: সড়কে নিহত ৩ (711, 661, 811, 681)
body-paragraph: সংশ্লিষ্ট সূত্র জানায়, একই ধরনের আরও কয়েকটি অভিযোগ তদন্তাধীন রয়েছে। তদন্ত শেষে প্রতিবেদন দাখিল করা হবে। (1019, 999, 1245, 1025)
byline: বগুড়া অফিস ◆ (524, 141, 585, 152)
body-paragraph: সংশ্লিষ্ট সূত্রে জানা গেছে, এবার জেলায় মোট ২১৯টি মণ্ডপে শারদীয় দুর্গাপূজা উপলক্ষে অনুষ্ঠান হবে। এর মধ্যে সদর উপজেলায় ৬৭টি, পূর্ব এলাকায় ৩৭টি, দক্ষিণে ৩২টি এবং উত্তরে ২৮টি মণ্ডপ রয়েছে। (524, 551, 755, 607)
page-number: ১১ (1455, 30, 1500, 68)
article-road-deaths (525, 654, 998, 891)
body-paragraph: পুলিশ জানায়, সকালে সড়কের পাশে একটি খালে মরদেহ পড়ে থাকতে দেখে স্থানীয়রা খবর দেন। পরে পুলিশ গিয়ে মরদেহ উদ্ধার করে। (1266, 1746, 1500, 1787)
body-paragraph: ব্যবসায়ীরা জানান, পেঁয়াজ, আদা, রসুনসহ বিভিন্ন নিত্যপ্রয়োজনীয় পণ্য আমদানি হচ্ছে। এতে বাজারে দাম কিছুটা কমেছে। (277, 1483, 503, 1524)
body-paragraph: সভায় সভাপতিত্ব করেন সংশ্লিষ্ট বিভাগের ঊর্ধ্বতন কর্মকর্তা। উপস্থিত ছিলেন জেলা প্রশাসক, পুলিশ সুপারসহ অন্যান্য কর্মকর্তারা। (277, 1259, 503, 1300)
body-paragraph: অবরোধের কারণে প্রায় দুই ঘণ্টা ট্রেন চলাচল বন্ধ থাকে। পরে প্রশাসনের আশ্বাসে শ্রমিকরা অবরোধ তুলে নেন। রেল কর্তৃপক্ষ জানায়, বিষয়টি সমাধানের উদ্যোগ নেওয়া হয়েছে। (767, 935, 998, 976)
dateline-bengali: ১৯ আশ্বিন ১৪৩১ (1344, 48, 1436, 63)
body-paragraph: বগুড়ায় সরকারি জায়গা দখল করে অবৈধভাবে ভবন নির্মাণের অভিযোগ উঠেছে। শহরের কাঁঠালতলা এলাকায় দীর্ঘদিন ধরে এ দখল প্রক্রিয়া চললেও কার্যকর কোনো ব্যবস্থা নেওয়া হয়নি বলে অভিযোগ করেছেন স্থানীয়রা। (524, 159, 755, 215)
body-paragraph: এলাকাবাসী বলেন, অসমাপ্ত কাজের কারণে চলাচলে মারাত্মক সমস্যা হচ্ছে। বর্ষায় সড়কে পানি জমে দুর্ভোগ আরও বেড়ে যায়। (1266, 1438, 1500, 1464)
body-paragraph: জেলা প্রশাসন সূত্রে জানা গেছে, নিহতদের পরিবারের আবেদনের ভিত্তিতে আদালত মরদেহ উত্তোলনের নির্দেশ দেন। ইতোমধ্যে চারজনের মরদেহ উত্তোলন করা হয়েছে। (1266, 828, 1500, 869)
headline: হিলি বন্দর দিয়ে (338, 1419, 442, 1439)
headline: কিশোরগঞ্জে চালককে হত্যা করে অটোরিকশা ছিনতাই (1273, 1619, 1494, 1670)
article-rajshahi-former (1019, 777, 1244, 1028)
body-paragraph: স্থানীয় সূত্রে জানা গেছে, সকালে নিজ বাড়ি থেকে এক ব্যক্তির মরদেহ উদ্ধার করা হয়। পরে পাশের গ্রাম থেকে আরও দুজনের মরদেহ পাওয়া যায়। (277, 349, 503, 390)
body-paragraph: স্থানীয় জনপ্রতিনিধিরা বলেন, সাম্প্রদায়িক সম্প্রীতি বজায় রাখতে সবাইকে সচেতন থাকতে হবে। ধর্মীয় উৎসব সবার, এ কথা মনে রেখেই সবাই মিলে উৎসব উদযাপন করা হবে। (767, 572, 998, 613)
body-paragraph: হাইওয়ে পুলিশের কর্মকর্তা বলেন, দুর্ঘটনাকবলিত যানবাহন জব্দ করা হয়েছে। চালকরা পালিয়ে গেছে। তাদের গ্রেপ্তারের চেষ্টা চলছে। এ ঘটনায় মামলা প্রক্রিয়াধীন। (524, 841, 755, 882)
article-sylhet-exhumation (1267, 669, 1500, 1110)
headline: পাহাড়ে ভূমিধসের (331, 921, 449, 941)
body-paragraph: কর্মকর্তার বিরুদ্ধে দুর্নীতির অভিযোগে মামলা হয়েছে। দুদক সূত্র জানায়, অনুসন্ধানে অভিযোগের সত্যতা পাওয়া গেছে। (1019, 811, 1245, 837)
body-paragraph: পুলিশের ঊর্ধ্বতন কর্মকর্তা বলেন, আসামিদের বিরুদ্ধে দ্রুত বিচার আইনে মামলা হয়েছে। তদন্ত শেষে অভিযোগপত্র দাখিল করা হবে। (1019, 1193, 1245, 1234)
body-paragraph: আদালত প্রাঙ্গণে সাংবাদিকদের সঙ্গে কথা বলতে চাননি আসামি। পুলিশ পাহারায় তাকে কারাগারে নেওয়া হয়। (277, 877, 503, 903)
body-paragraph: স্থানীয় জনপ্রতিনিধিরা জানান, বিষয়টি নিয়ে একাধিকবার সভা হয়েছে। সিদ্ধান্ত অনুযায়ী অবৈধ দখলদারদের তালিকা তৈরি করা হয়েছে। তালিকা অনুযায়ী উচ্ছেদ অভিযান পরিচালনা করা হবে। (767, 258, 998, 298)
body-paragraph: ঘটনায় ক্ষতিগ্রস্ত পরিবারগুলোকে পুনর্বাসনের উদ্যোগ নেওয়া হয়েছে। জেলা প্রশাসন জানিয়েছে, ঝুঁকিপূর্ণ এলাকা থেকে বাসিন্দাদের সরিয়ে নেওয়া হচ্ছে। (277, 949, 503, 990)
body-paragraph: জনের মৃত্যু হয়েছে। স্থানীয়রা জানান, পৃথক ঘটনায় তাদের মৃত্যু হয়। খবর পেয়ে পুলিশ ঘটনাস্থলে গিয়ে মরদেহ উদ্ধার করে। (277, 314, 503, 339)
body-paragraph: স্থানীয় জনপ্রতিনিধিরা জানান, বিষয়টি ঊর্ধ্বতন কর্তৃপক্ষকে জানানো হয়েছে। বরাদ্দ পাওয়ার পরই কাজ পুনরায় শুরু করা হবে। (1266, 1474, 1500, 1500)
headline: কেসিসিতে কাউন্সিলরদের (57, 83, 228, 103)
headline: লালনিরহাটে তিন (331, 286, 449, 306)
headline: রংপুর এরিয়া (348, 1196, 432, 1216)
board-meeting-photo (1267, 84, 1500, 314)
body-paragraph: কমিটির সভা অনুষ্ঠিত হয়েছে। সভায় বিভিন্ন উন্নয়ন প্রকল্পের অগ্রগতি নিয়ে আলোচনা হয়। (277, 1223, 503, 1249)
byline: কিশোরগঞ্জ প্রতিনিধি ◆ (1266, 1678, 1354, 1689)
article-crocodile (277, 1586, 502, 1699)
body-paragraph: ফায়ার সার্ভিস ও স্বেচ্ছাসেবকরা উদ্ধার কাজে অংশ নেন। সড়ক থেকে মাটি সরিয়ে যান চলাচল স্বাভাবিক করা হয়েছে। (277, 1101, 503, 1127)
body-paragraph: স্থানীয়রা জানান, টানা বৃষ্টিতে পাহাড়ের মাটি নরম হয়ে যাওয়ায় ধস নামে। এতে কয়েকটি বাড়িঘর বিধ্বস্ত হয়েছে। তবে হতাহতের কোনো খবর পাওয়া যায়নি। (277, 1000, 503, 1040)
